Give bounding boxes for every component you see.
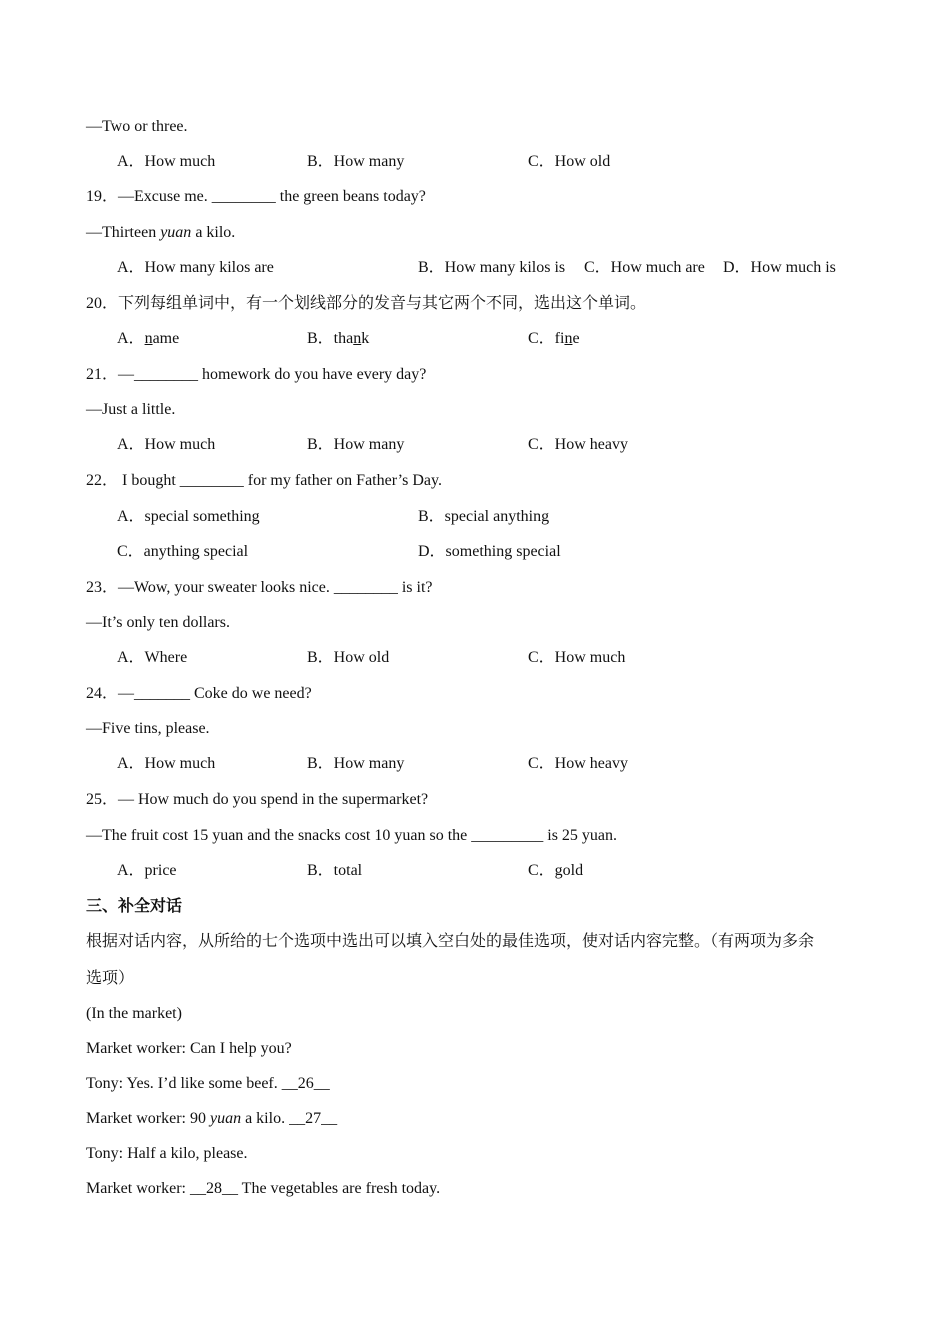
q19-option-d: D．How much is [723, 259, 836, 276]
q24-stem: 24．—_______ Coke do we need? [86, 685, 312, 702]
q19-option-a: A．How many kilos are [117, 259, 274, 276]
blank-28: __28__ [189, 1180, 238, 1197]
q22-stem: 22． I bought ________ for my father on Father’s Day. [86, 472, 442, 489]
q18-answer: —Two or three. [86, 118, 188, 135]
dialogue-line-3: Market worker: 90 yuan a kilo. __27__ [86, 1110, 338, 1127]
section-instruction-line1: 根据对话内容，从所给的七个选项中选出可以填入空白处的最佳选项，使对话内容完整。（有两项为多余 [86, 933, 815, 950]
q21-option-c: C．How heavy [528, 436, 628, 453]
blank-26: __26__ [281, 1075, 330, 1092]
q22-option-b: B．special anything [418, 508, 550, 525]
q23-stem: 23．—Wow, your sweater looks nice. ________ is it? [86, 579, 433, 596]
dialogue-line-2: Tony: Yes. I’d like some beef. __26__ [86, 1075, 330, 1092]
q24-answer: —Five tins, please. [86, 720, 210, 737]
q21-stem: 21．—________ homework do you have every day? [86, 366, 427, 383]
q25-answer: —The fruit cost 15 yuan and the snacks cost 10 yuan so the _________ is 25 yuan. [86, 827, 618, 844]
q21-option-b: B．How many [307, 436, 405, 453]
dialogue-line-5: Market worker: __28__ The vegetables are fresh today. [86, 1180, 441, 1197]
q21-option-a: A．How much [117, 436, 216, 453]
q19-option-c: C．How much are [584, 259, 705, 276]
q18-option-b: B．How many [307, 153, 405, 170]
q20-option-b: B．thank [307, 330, 370, 347]
q23-option-b: B．How old [307, 649, 390, 666]
q24-option-a: A．How much [117, 755, 216, 772]
q23-answer: —It’s only ten dollars. [86, 614, 230, 631]
q19-stem: 19．—Excuse me. ________ the green beans today? [86, 188, 426, 205]
q21-answer: —Just a little. [86, 401, 176, 418]
q23-option-a: A．Where [117, 649, 188, 666]
section-heading: 三、补全对话 [86, 898, 183, 915]
q19-answer: —Thirteen yuan a kilo. [86, 224, 236, 241]
q18-option-a: A．How much [117, 153, 216, 170]
q19-option-b: B．How many kilos is [418, 259, 566, 276]
q20-option-c: C．fine [528, 330, 580, 347]
q25-option-c: C．gold [528, 862, 584, 879]
q20-stem: 20．下列每组单词中，有一个划线部分的发音与其它两个不同，选出这个单词。 [86, 295, 647, 312]
q22-option-d: D．something special [418, 543, 561, 560]
q22-option-a: A．special something [117, 508, 260, 525]
q22-option-c: C．anything special [117, 543, 249, 560]
q18-option-c: C．How old [528, 153, 611, 170]
q24-option-c: C．How heavy [528, 755, 628, 772]
dialogue-line-4: Tony: Half a kilo, please. [86, 1145, 248, 1162]
q20-option-a: A．name [117, 330, 180, 347]
q25-option-a: A．price [117, 862, 177, 879]
blank-27: __27__ [289, 1110, 338, 1127]
section-instruction-line2: 选项） [86, 970, 135, 987]
q25-option-b: B．total [307, 862, 363, 879]
q25-stem: 25．— How much do you spend in the supermarket? [86, 791, 429, 808]
q23-option-c: C．How much [528, 649, 626, 666]
dialogue-scene: (In the market) [86, 1005, 182, 1022]
q24-option-b: B．How many [307, 755, 405, 772]
dialogue-line-1: Market worker: Can I help you? [86, 1040, 292, 1057]
